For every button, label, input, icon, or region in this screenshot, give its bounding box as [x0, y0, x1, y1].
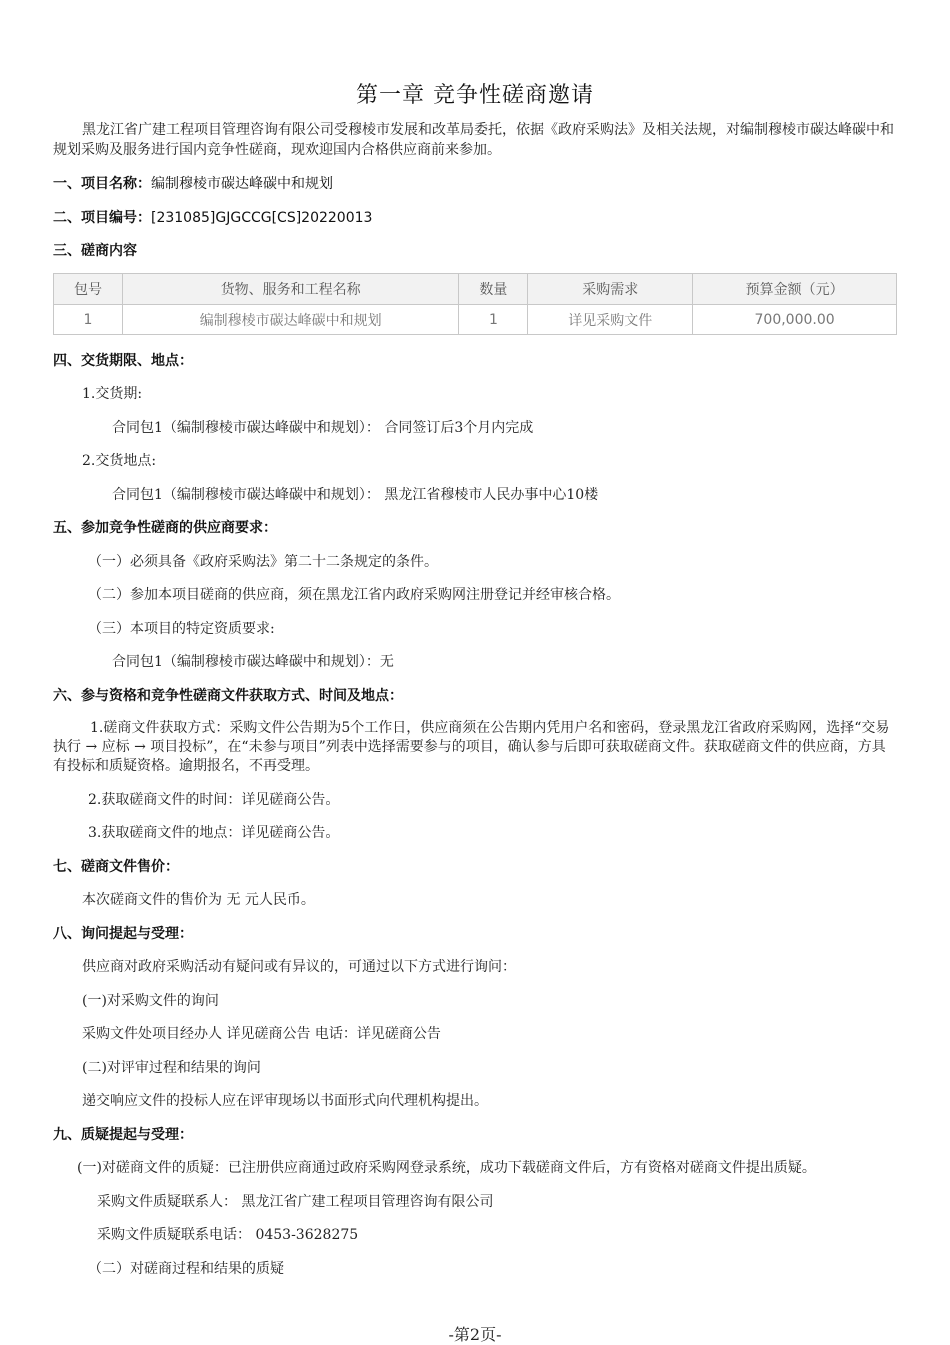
challenge-contact: 采购文件质疑联系人： 黑龙江省广建工程项目管理咨询有限公司	[97, 1194, 494, 1210]
table-header-cell: 包号	[54, 274, 123, 305]
challenge-phone: 采购文件质疑联系电话： 0453-3628275	[97, 1227, 359, 1243]
project-number-row	[53, 207, 372, 227]
delivery-period-label: 1.交货期:	[82, 386, 143, 402]
inquiry-text: (二)对评审过程和结果的询问	[82, 1060, 261, 1076]
acquisition-time: 2.获取磋商文件的时间：详见磋商公告。	[88, 792, 340, 808]
table-header-cell: 货物、服务和工程名称	[122, 274, 459, 305]
challenge-text: (一)对磋商文件的质疑：已注册供应商通过政府采购网登录系统，成功下载磋商文件后，方有资格对磋商文件提出质疑。	[77, 1160, 816, 1176]
table-header-cell: 预算金额（元）	[693, 274, 897, 305]
table-cell: 1	[54, 305, 123, 335]
table-header-cell: 数量	[459, 274, 528, 305]
table-cell: 1	[459, 305, 528, 335]
delivery-location-label: 2.交货地点:	[82, 453, 157, 469]
delivery-location-value: 合同包1（编制穆棱市碳达峰碳中和规划）： 黑龙江省穆棱市人民办事中心10楼	[112, 487, 599, 503]
requirement-item: （三）本项目的特定资质要求:	[88, 621, 275, 637]
section-4-heading: 四、交货期限、地点：	[53, 353, 193, 369]
project-name-row	[53, 173, 333, 193]
inquiry-text: 采购文件处项目经办人 详见磋商公告 电话：详见磋商公告	[82, 1026, 441, 1042]
table-cell: 详见采购文件	[528, 305, 693, 335]
table-header-row	[54, 274, 897, 305]
inquiry-text: (一)对采购文件的询问	[82, 993, 219, 1009]
intro-paragraph: 黑龙江省广建工程项目管理咨询有限公司受穆棱市发展和改革局委托，依据《政府采购法》及相关法规，对编制穆棱市碳达峰碳中和规划采购及服务进行国内竞争性磋商，现欢迎国内合格供应商前来参加。	[53, 122, 894, 158]
procurement-table	[53, 273, 897, 335]
section-6-heading: 六、参与资格和竞争性磋商文件获取方式、时间及地点：	[53, 688, 403, 704]
table-cell: 编制穆棱市碳达峰碳中和规划	[122, 305, 459, 335]
inquiry-text: 递交响应文件的投标人应在评审现场以书面形式向代理机构提出。	[82, 1093, 488, 1109]
requirement-item: （二）参加本项目磋商的供应商，须在黑龙江省内政府采购网注册登记并经审核合格。	[88, 587, 620, 603]
acquisition-method-paragraph: 1.磋商文件获取方式：采购文件公告期为5个工作日，供应商须在公告期内凭用户名和密码，登录黑龙江省政府采购网，选择“交易执行 → 应标 → 项目投标”，在“未参与项目”列表中选择需要参与的项目，确认参与后即可获取磋商文件。获取磋商文件的供应商，方具有投标和质疑资格。逾期报名，不再受理。	[53, 720, 890, 774]
delivery-period-value: 合同包1（编制穆棱市碳达峰碳中和规划）： 合同签订后3个月内完成	[112, 420, 534, 436]
table-cell: 700,000.00	[693, 305, 897, 335]
challenge-text: （二）对磋商过程和结果的质疑	[88, 1261, 284, 1277]
project-number-label: 二、项目编号：	[53, 210, 151, 226]
acquisition-location: 3.获取磋商文件的地点：详见磋商公告。	[88, 825, 340, 841]
chapter-title: 第一章 竞争性磋商邀请	[356, 83, 594, 108]
table-header-cell: 采购需求	[528, 274, 693, 305]
page-number: -第2页-	[448, 1325, 502, 1344]
requirement-item: 合同包1（编制穆棱市碳达峰碳中和规划）：无	[112, 654, 394, 670]
section-9-heading: 九、质疑提起与受理：	[53, 1127, 193, 1143]
requirement-item: （一）必须具备《政府采购法》第二十二条规定的条件。	[88, 554, 438, 570]
section-3-heading: 三、磋商内容	[53, 243, 137, 259]
section-5-heading: 五、参加竞争性磋商的供应商要求：	[53, 520, 277, 536]
project-name-value: 编制穆棱市碳达峰碳中和规划	[151, 176, 333, 192]
document-price: 本次磋商文件的售价为 无 元人民币。	[82, 892, 315, 908]
project-name-label: 一、项目名称：	[53, 176, 151, 192]
inquiry-text: 供应商对政府采购活动有疑问或有异议的，可通过以下方式进行询问：	[82, 959, 516, 975]
section-7-heading: 七、磋商文件售价：	[53, 859, 179, 875]
project-number-value: [231085]GJGCCG[CS]20220013	[151, 210, 373, 226]
table-row	[54, 305, 897, 335]
section-8-heading: 八、询问提起与受理：	[53, 926, 193, 942]
